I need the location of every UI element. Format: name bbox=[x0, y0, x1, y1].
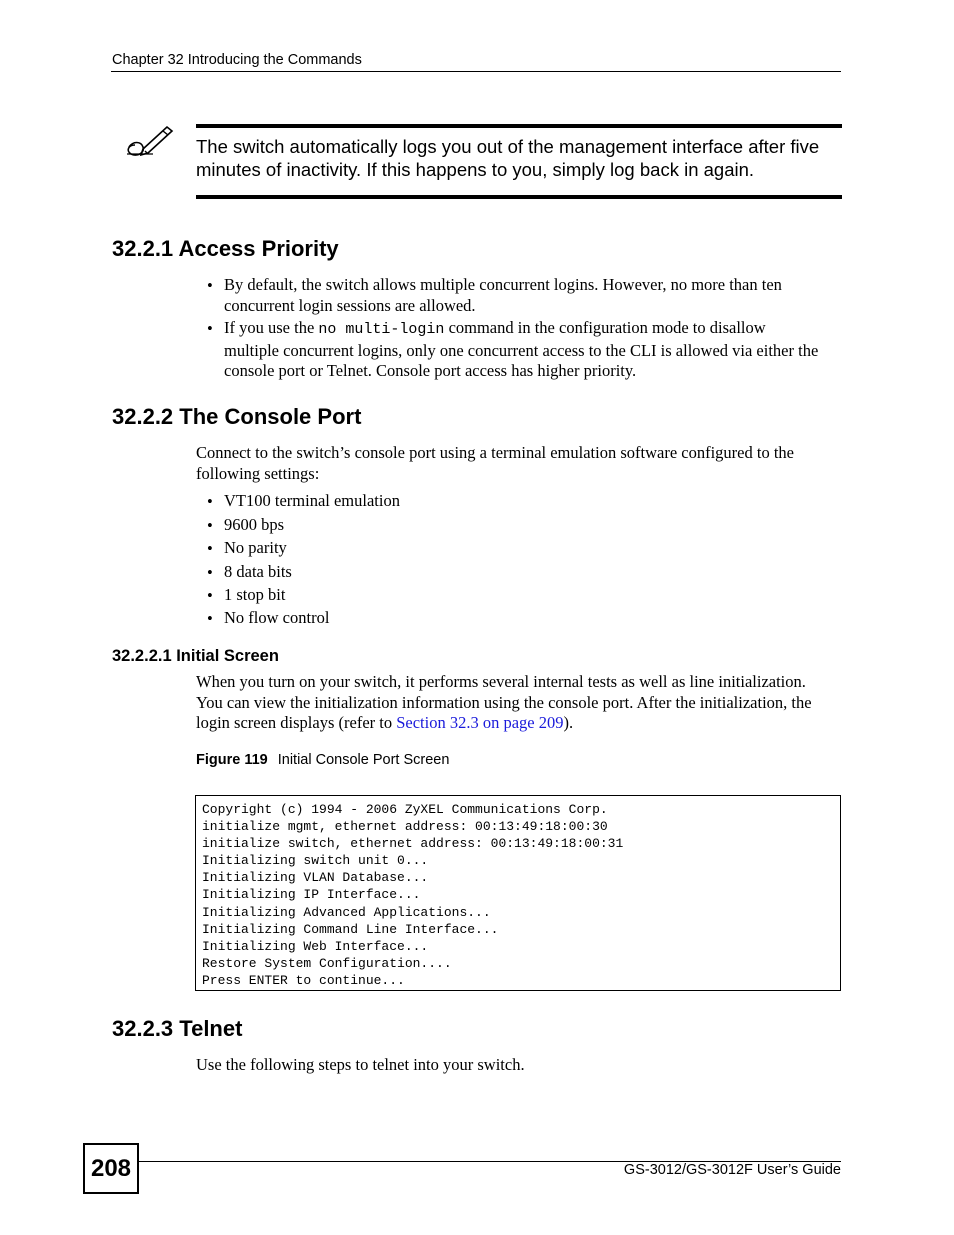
heading-access-priority: 32.2.1 Access Priority bbox=[112, 236, 339, 261]
access-bullet-2 bbox=[224, 318, 844, 382]
figure-label: Figure 119 bbox=[196, 752, 268, 768]
console-intro-line-1: Connect to the switch’s console port using a terminal emulation software configured to the bbox=[196, 443, 794, 462]
bullet-marker: • bbox=[207, 539, 213, 558]
access-bullet-1 bbox=[224, 275, 844, 316]
setting-item: 9600 bps bbox=[224, 515, 285, 534]
initial-line-3 bbox=[196, 713, 856, 734]
console-line: Initializing IP Interface... bbox=[202, 887, 421, 903]
console-intro bbox=[196, 443, 846, 484]
console-line: Press ENTER to continue... bbox=[202, 972, 405, 988]
console-line: Restore System Configuration.... bbox=[202, 955, 452, 971]
console-output bbox=[202, 801, 623, 989]
setting-item: 8 data bits bbox=[224, 562, 292, 581]
bullet-marker: • bbox=[207, 492, 213, 511]
access-bullet-2-post: command in the configuration mode to disallow bbox=[444, 318, 766, 337]
console-line: Initializing switch unit 0... bbox=[202, 853, 429, 869]
initial-screen-text bbox=[196, 672, 856, 734]
note-line-1: The switch automatically logs you out of the management interface after five bbox=[196, 136, 820, 157]
console-line: initialize switch, ethernet address: 00:13:49:18:00:31 bbox=[202, 836, 624, 852]
console-line: Initializing Command Line Interface... bbox=[202, 921, 499, 937]
access-bullet-2-line-2: multiple concurrent logins, only one concurrent access to the CLI is allowed via either the bbox=[224, 340, 819, 360]
note-top-bar bbox=[196, 124, 842, 128]
console-line: Copyright (c) 1994 - 2006 ZyXEL Communications Corp. bbox=[202, 802, 608, 817]
section-link[interactable]: Section 32.3 on page 209 bbox=[396, 713, 564, 732]
access-bullet-1-line-2: concurrent login sessions are allowed. bbox=[224, 295, 476, 315]
access-bullet-1-line-1: By default, the switch allows multiple concurrent logins. However, no more than ten bbox=[224, 275, 782, 294]
guide-title: GS-3012/GS-3012F User’s Guide bbox=[623, 1162, 841, 1178]
initial-line-3-post: ). bbox=[563, 713, 574, 732]
access-bullet-2-pre: If you use the bbox=[224, 318, 319, 337]
heading-telnet: 32.2.3 Telnet bbox=[112, 1016, 243, 1041]
console-line: initialize mgmt, ethernet address: 00:13:49:18:00:30 bbox=[202, 819, 608, 835]
note-line-2: minutes of inactivity. If this happens to you, simply log back in again. bbox=[196, 158, 755, 180]
bullet-marker: • bbox=[207, 609, 213, 628]
figure-caption bbox=[196, 752, 449, 768]
pencil-note-icon bbox=[123, 121, 175, 161]
heading-initial-screen: 32.2.2.1 Initial Screen bbox=[112, 647, 279, 665]
header-rule bbox=[111, 71, 841, 72]
setting-item: No parity bbox=[224, 538, 287, 557]
heading-console-port: 32.2.2 The Console Port bbox=[112, 404, 362, 429]
console-intro-line-2: following settings: bbox=[196, 463, 320, 483]
note-bottom-bar bbox=[196, 195, 842, 199]
bullet-marker: • bbox=[207, 276, 213, 295]
setting-item: VT100 terminal emulation bbox=[224, 491, 400, 510]
bullet-marker: • bbox=[207, 319, 213, 338]
initial-line-1: When you turn on your switch, it performs several internal tests as well as line initialization. bbox=[196, 672, 806, 691]
no-multi-login-code: no multi-login bbox=[318, 321, 445, 338]
telnet-intro: Use the following steps to telnet into your switch. bbox=[196, 1055, 525, 1074]
initial-line-2: You can view the initialization information using the console port. After the initialization, the bbox=[196, 692, 812, 712]
bullet-marker: • bbox=[207, 516, 213, 535]
access-bullet-2-line-1 bbox=[224, 318, 844, 341]
setting-item: 1 stop bit bbox=[224, 585, 286, 604]
console-screen bbox=[195, 795, 841, 991]
console-line: Initializing Advanced Applications... bbox=[202, 904, 491, 920]
console-line: Initializing Web Interface... bbox=[202, 938, 429, 954]
setting-item: No flow control bbox=[224, 608, 330, 627]
initial-line-3-pre: login screen displays (refer to bbox=[196, 713, 397, 732]
bullet-marker: • bbox=[207, 563, 213, 582]
page-number: 208 bbox=[83, 1143, 139, 1194]
figure-title: Initial Console Port Screen bbox=[277, 752, 450, 768]
access-bullet-2-line-3: console port or Telnet. Console port access has higher priority. bbox=[224, 361, 637, 380]
note-text bbox=[196, 136, 846, 181]
bullet-marker: • bbox=[207, 586, 213, 605]
console-line: Initializing VLAN Database... bbox=[202, 870, 429, 886]
chapter-header: Chapter 32 Introducing the Commands bbox=[112, 52, 362, 68]
